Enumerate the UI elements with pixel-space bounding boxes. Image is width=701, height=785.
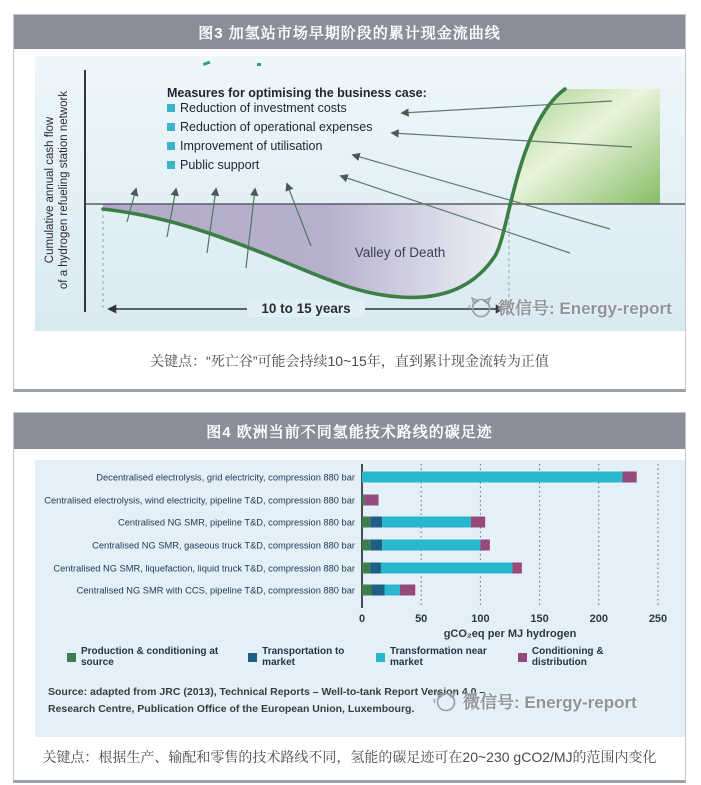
legend-item (518, 646, 657, 668)
measure-bullet-icon (167, 161, 175, 169)
x-tick-label: 200 (589, 613, 608, 625)
bar-segment (382, 540, 480, 551)
measure-item: Public support (180, 158, 260, 172)
legend-swatch-icon (67, 653, 76, 662)
figure3-caption: 关键点：“死亡谷”可能会持续10~15年，直到累计现金流转为正值 (150, 353, 549, 369)
figure3-panel (13, 14, 686, 392)
x-tick-labels (359, 613, 667, 625)
measure-bullet-icon (167, 123, 175, 131)
bar-segment (362, 563, 370, 574)
measure-bullet-icon (167, 104, 175, 112)
x-axis-label: gCO₂eq per MJ hydrogen (443, 628, 577, 640)
measures-title: Measures for optimising the business case: (167, 86, 427, 100)
category-labels (44, 473, 355, 596)
legend-swatch-icon (518, 653, 527, 662)
measure-item: Improvement of utilisation (180, 139, 323, 153)
source-line1: Source: adapted from JRC (2013), Technical Reports – Well-to-tank Report Version 4.0 – (48, 686, 486, 698)
bar-segment (480, 540, 489, 551)
bar-category-label: Centralised electrolysis, wind electricity, pipeline T&D, compression 880 bar (44, 495, 355, 506)
bar-segment (362, 585, 371, 596)
x-tick-label: 100 (471, 613, 490, 625)
legend-swatch-icon (248, 653, 257, 662)
measure-item: Reduction of operational expenses (180, 120, 373, 134)
artifact-speck (203, 61, 211, 66)
figure4-caption: 关键点：根据生产、输配和零售的技术路线不同，氢能的碳足迹可在20~230 gCO2/MJ的范围内变化 (42, 749, 657, 765)
legend-label: Conditioning & distribution (531, 646, 604, 668)
bar-category-label: Centralised NG SMR, liquefaction, liquid truck T&D, compression 880 bar (53, 563, 355, 574)
bar-segment (381, 563, 512, 574)
stacked-bars (362, 472, 637, 596)
bar-category-label: Centralised NG SMR, gaseous truck T&D, compression 880 bar (92, 540, 355, 551)
watermark-text: 微信号: Energy-report (498, 299, 672, 318)
bar-segment (471, 517, 485, 528)
bar-segment (622, 472, 636, 483)
chart-legend (35, 646, 685, 668)
figure4-panel (13, 412, 686, 783)
legend-swatch-icon (376, 653, 385, 662)
x-tick-label: 250 (648, 613, 668, 625)
years-label: 10 to 15 years (261, 301, 351, 316)
x-tick-label: 50 (415, 613, 428, 625)
carbon-footprint-bar-chart (35, 460, 685, 644)
bar-segment (362, 540, 370, 551)
bar-segment (362, 472, 622, 483)
x-tick-label: 0 (358, 613, 366, 625)
bar-category-label: Decentralised electrolysis, grid electricity, compression 880 bar (96, 472, 355, 483)
measures-list (167, 101, 373, 172)
measure-bullet-icon (167, 142, 175, 150)
bar-category-label: Centralised NG SMR, pipeline T&D, compression 880 bar (117, 517, 355, 528)
figure4-chart-area (35, 460, 685, 737)
bar-segment (370, 540, 382, 551)
source-line2: Research Centre, Publication Office of the European Union, Luxembourg. (48, 703, 415, 715)
legend-item (67, 646, 248, 668)
bar-segment (362, 517, 370, 528)
bar-segment (362, 495, 364, 506)
positive-cashflow-fill (509, 89, 660, 204)
legend-label: Transportation to market (262, 646, 345, 668)
artifact-speck (257, 63, 261, 66)
bar-segment (364, 495, 378, 506)
legend-label: Production & conditioning at source (81, 646, 219, 668)
legend-label: Transformation near market (390, 646, 487, 668)
bar-segment (371, 585, 384, 596)
watermark-text: 微信号: Energy-report (463, 693, 637, 712)
legend-item (376, 646, 518, 668)
valley-of-death-label: Valley of Death (354, 245, 446, 260)
gridlines (421, 464, 658, 608)
figure3-chart-area (35, 56, 685, 331)
bar-segment (370, 563, 381, 574)
bar-segment (384, 585, 399, 596)
y-axis-label-line1: Cumulative annual cash flow (44, 116, 56, 264)
y-axis-label-line2: of a hydrogen refueling station network (58, 90, 70, 290)
x-tick-label: 150 (530, 613, 549, 625)
legend-item (248, 646, 376, 668)
figure3-title: 图3 加氢站市场早期阶段的累计现金流曲线 (14, 15, 685, 49)
cashflow-curve-chart (35, 56, 685, 331)
measure-item: Reduction of investment costs (180, 101, 347, 115)
figure4-title: 图4 欧洲当前不同氢能技术路线的碳足迹 (14, 413, 685, 449)
valley-of-death-fill (103, 204, 509, 297)
bar-segment (400, 585, 415, 596)
bar-segment (512, 563, 521, 574)
bar-segment (382, 517, 471, 528)
bar-category-label: Centralised NG SMR with CCS, pipeline T&D, compression 880 bar (76, 585, 355, 596)
bar-segment (370, 517, 382, 528)
source-note (48, 684, 668, 718)
